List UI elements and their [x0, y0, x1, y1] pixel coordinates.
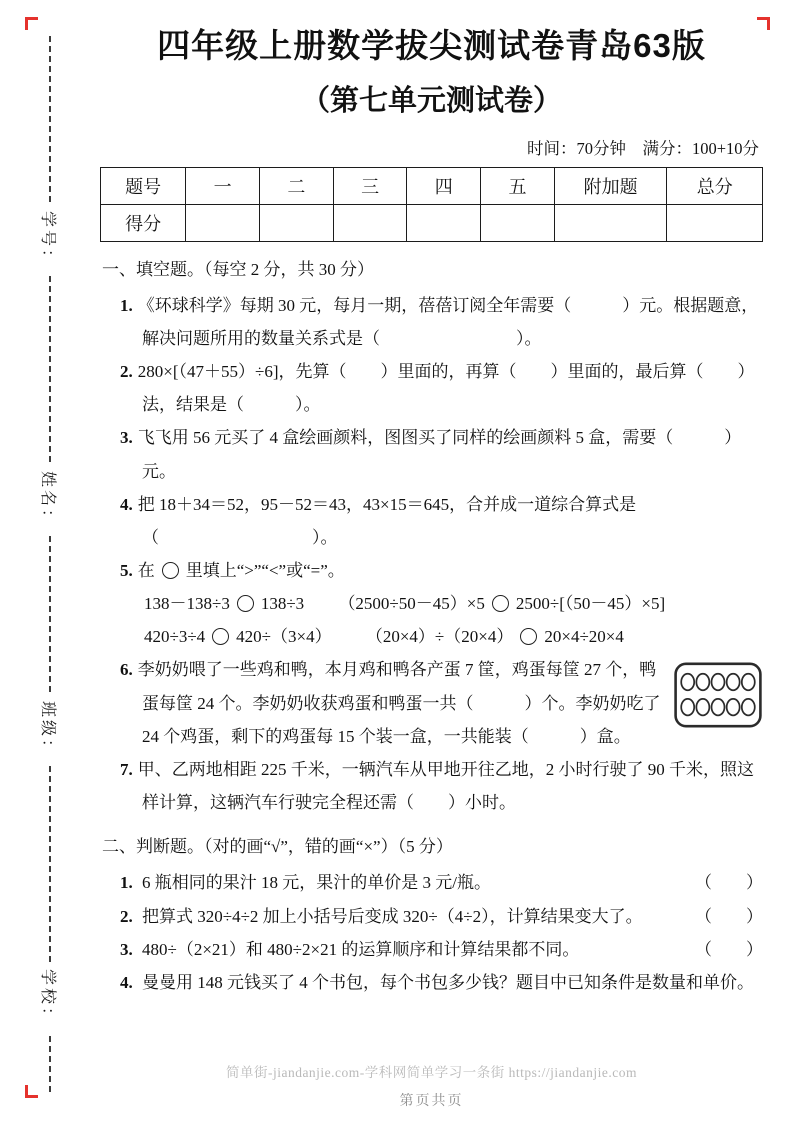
- score-cell: [667, 204, 763, 241]
- comparison-circle: [492, 595, 509, 612]
- comparison-circle: [520, 628, 537, 645]
- question-number: 4.: [120, 972, 133, 992]
- score-cell: [407, 204, 481, 241]
- question-text: 把 18＋34＝52，95－52＝43，43×15＝645，合并成一道综合算式是（ ）。: [137, 494, 637, 547]
- score-col-four: 四: [407, 167, 481, 204]
- answer-blank: （ ）: [695, 873, 763, 893]
- score-col-two: 二: [260, 167, 334, 204]
- question-number: 1.: [120, 295, 133, 315]
- expression-left: 420÷3÷4: [144, 627, 206, 647]
- page-title: 四年级上册数学拔尖测试卷青岛63版: [157, 27, 706, 64]
- answer-blank: （ ）: [695, 906, 763, 926]
- score-cell: [260, 204, 334, 241]
- footer-page-number: 第页共页: [399, 1094, 464, 1109]
- fill-question-3: [120, 421, 763, 487]
- fill-question-5: [120, 554, 763, 653]
- score-col-qnum: 题号: [101, 167, 186, 204]
- egg-tray-image: [673, 659, 763, 731]
- expression-left: （2500÷50－45）×5: [338, 594, 485, 614]
- judge-question-3: [120, 933, 763, 966]
- fill-question-2: [120, 355, 763, 421]
- question-text: 6 瓶相同的果汁 18 元，果汁的单价是 3 元/瓶。: [142, 873, 491, 893]
- comparison-pair: [338, 587, 665, 620]
- question-text: 在: [137, 561, 155, 581]
- expression-right: 2500÷[（50－45）×5]: [515, 594, 666, 614]
- expression-left: 138－138÷3: [144, 594, 230, 614]
- question-number: 7.: [120, 759, 133, 779]
- comparison-pair: [144, 587, 304, 620]
- score-col-one: 一: [186, 167, 260, 204]
- comparison-circle: [162, 562, 179, 579]
- question-text: 《环球科学》每期 30 元，每月一期，蓓蓓订阅全年需要（ ）元。根据题意，解决问题所用的数量关系式是（ ）。: [137, 295, 759, 349]
- question-number: 3.: [120, 428, 133, 448]
- score-table-header-row: [101, 167, 763, 204]
- question-text: 480÷（2×21）和 480÷2×21 的运算顺序和计算结果都不同。: [142, 939, 580, 959]
- expression-right: 138÷3: [260, 594, 305, 614]
- score-table-score-row: [101, 204, 763, 241]
- exam-meta: 时间：70分钟 满分：100+10分: [526, 138, 759, 158]
- school-field-label: 学校：: [36, 963, 63, 1032]
- comparison-circle: [237, 595, 254, 612]
- judge-question-2: [120, 900, 763, 933]
- section-one-heading: 一、填空题。（每空 2 分，共 30 分）: [102, 259, 374, 279]
- score-col-extra: 附加题: [554, 167, 667, 204]
- expression-right: 420÷（3×4）: [236, 627, 332, 647]
- score-cell: [333, 204, 407, 241]
- question-text: 曼曼用 148 元钱买了 4 个书包，每个书包多少钱？题目中已知条件是数量和单价。: [142, 972, 754, 992]
- fill-question-7: [120, 753, 763, 819]
- fill-question-6: [120, 653, 763, 752]
- student-number-field-label: 学号：: [36, 205, 63, 274]
- binding-dashed-line: [49, 36, 51, 1092]
- question-text: 里填上“>”“<”或“=”。: [185, 561, 345, 581]
- student-name-field-label: 姓名：: [36, 465, 63, 534]
- judge-question-1: [120, 866, 763, 899]
- comparison-pair: [366, 620, 624, 653]
- question-number: 4.: [120, 494, 133, 514]
- footer-watermark: 简单街-jiandanjie.com-学科网简单学习一条街 https://jiandanjie.com: [225, 1065, 638, 1080]
- score-col-five: 五: [481, 167, 555, 204]
- question-number: 2.: [120, 362, 133, 382]
- page-footer: [100, 1061, 763, 1110]
- section-two-heading: 二、判断题。（对的画“√”，错的画“×”）（5 分）: [102, 837, 453, 857]
- judge-question-4: [120, 966, 763, 999]
- comparison-row: [142, 587, 763, 620]
- question-number: 5.: [120, 561, 133, 581]
- question-text: 280×[（47＋55）÷6]，先算（ ）里面的，再算（ ）里面的，最后算（ ）法，结果是（ ）。: [137, 362, 755, 415]
- question-text: 把算式 320÷4÷2 加上小括号后变成 320÷（4÷2），计算结果变大了。: [142, 906, 643, 926]
- question-text: 李奶奶喂了一些鸡和鸭，本月鸡和鸭各产蛋 7 筐，鸡蛋每筐 27 个，鸭蛋每筐 24 个。李奶奶收获鸡蛋和鸭蛋一共（ ）个。李奶奶吃了 24 个鸡蛋，剩下的鸡蛋每 15 个装一盒，一共能装（ ）盒。: [137, 660, 661, 746]
- corner-mark-top-left-icon: [25, 17, 38, 30]
- comparison-row: [142, 620, 763, 653]
- question-text: 飞飞用 56 元买了 4 盒绘画颜料，图图买了同样的绘画颜料 5 盒，需要（ ）元。: [137, 428, 742, 481]
- score-cell: [481, 204, 555, 241]
- question-text: 甲、乙两地相距 225 千米，一辆汽车从甲地开往乙地，2 小时行驶了 90 千米，照这样计算，这辆汽车行驶完全程还需（ ）小时。: [137, 759, 754, 812]
- question-number: 3.: [120, 939, 133, 959]
- score-cell: [186, 204, 260, 241]
- question-number: 1.: [120, 873, 133, 893]
- score-col-total: 总分: [667, 167, 763, 204]
- comparison-pair: [144, 620, 332, 653]
- corner-mark-bottom-left-icon: [25, 1085, 38, 1098]
- expression-right: 20×4÷20×4: [544, 627, 624, 647]
- class-field-label: 班级：: [36, 695, 63, 764]
- page-subtitle: （第七单元测试卷）: [300, 84, 562, 117]
- score-row-label: 得分: [101, 204, 186, 241]
- question-number: 6.: [120, 660, 133, 680]
- comparison-circle: [212, 628, 229, 645]
- score-cell: [554, 204, 667, 241]
- answer-blank: （ ）: [695, 939, 763, 959]
- paper-content: [100, 18, 763, 999]
- fill-question-4: [120, 488, 763, 554]
- fill-question-1: [120, 289, 763, 355]
- score-col-three: 三: [333, 167, 407, 204]
- score-table: [100, 167, 763, 242]
- question-number: 2.: [120, 906, 133, 926]
- expression-left: （20×4）÷（20×4）: [365, 627, 514, 647]
